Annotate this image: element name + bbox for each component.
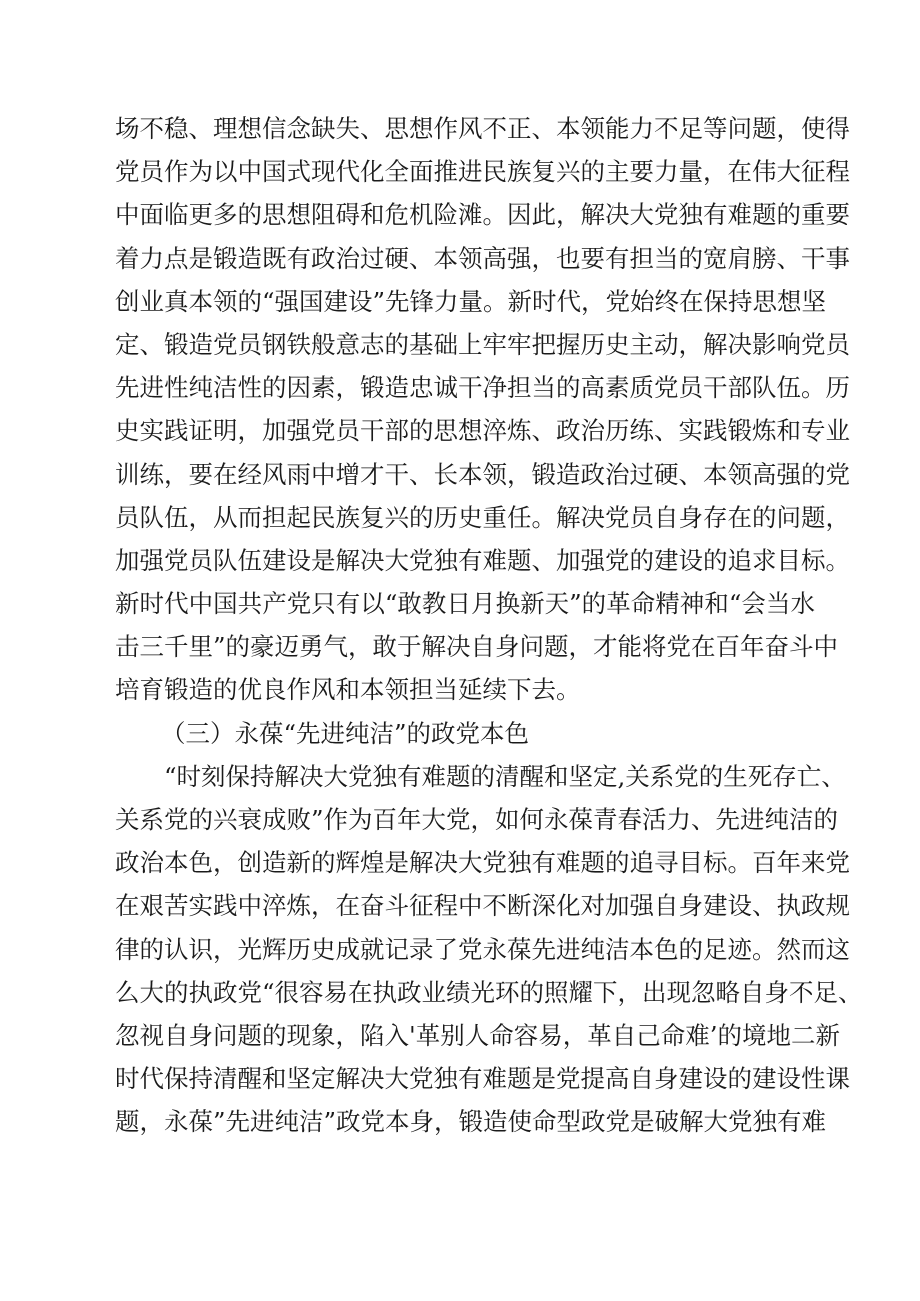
body-text xyxy=(115,107,863,1144)
paragraph-line: 员队伍，从而担起民族复兴的历史重任。解决党员自身存在的问题， xyxy=(115,502,850,532)
paragraph-line: 训练，要在经风雨中增才干、长本领，锻造政治过硬、本领高强的党 xyxy=(115,459,850,489)
paragraph-line: 击三千里”的豪迈勇气，敢于解决自身问题，才能将党在百年奋斗中 xyxy=(115,632,839,662)
paragraph-line: 创业真本领的“强国建设”先锋力量。新时代，党始终在保持思想坚 xyxy=(115,286,827,316)
paragraph-line: 定、锻造党员钢铁般意志的基础上牢牢把握历史主动，解决影响党员 xyxy=(115,329,850,359)
paragraph-line: 新时代中国共产党只有以“敢教日月换新天”的革命精神和“会当水 xyxy=(115,589,815,619)
paragraph-line: 加强党员队伍建设是解决大党独有难题、加强党的建设的追求目标。 xyxy=(115,545,850,575)
paragraph-line: 律的认识，光辉历史成就记录了党永葆先进纯洁本色的足迹。然而这 xyxy=(115,934,850,964)
paragraph-line: 史实践证明，加强党员干部的思想淬炼、政治历练、实践锻炼和专业 xyxy=(115,416,850,446)
paragraph-line: 题，永葆”先进纯洁”政党本身，锻造使命型政党是破解大党独有难 xyxy=(115,1107,827,1137)
paragraph-line: 在艰苦实践中淬炼，在奋斗征程中不断深化对加强自身建设、执政规 xyxy=(115,891,850,921)
paragraph-line: 关系党的兴衰成败”作为百年大党，如何永葆青春活力、先进纯洁的 xyxy=(115,805,839,834)
paragraph-line: “时刻保持解决大党独有难题的清醒和坚定,关系党的生死存亡、 xyxy=(164,761,846,791)
paragraph-line: 场不稳、理想信念缺失、思想作风不正、本领能力不足等问题，使得 xyxy=(115,114,850,143)
paragraph-line: 时代保持清醒和坚定解决大党独有难题是党提高自身建设的建设性课 xyxy=(115,1064,850,1094)
paragraph-line: 党员作为以中国式现代化全面推进民族复兴的主要力量，在伟大征程 xyxy=(115,157,850,187)
paragraph-line: 么大的执政党“很容易在执政业绩光环的照耀下，出现忽略自身不足、 xyxy=(115,977,863,1007)
paragraph-line: 政治本色，创造新的辉煌是解决大党独有难题的追寻目标。百年来党 xyxy=(115,848,850,878)
paragraph-line: 中面临更多的思想阻碍和危机险滩。因此，解决大党独有难题的重要 xyxy=(115,200,850,230)
paragraph-line: 培育锻造的优良作风和本领担当延续下去。 xyxy=(115,675,581,705)
paragraph-line: 先进性纯洁性的因素，锻造忠诚干净担当的高素质党员干部队伍。历 xyxy=(115,373,850,403)
section-heading: （三）永葆“先进纯洁”的政党本色 xyxy=(161,718,530,748)
paragraph-line: 着力点是锻造既有政治过硬、本领高强，也要有担当的宽肩膀、干事 xyxy=(115,243,850,273)
paragraph-line: 忽视自身问题的现象，陷入'革别人命容易，革自己命难’的境地二新 xyxy=(115,1020,841,1050)
